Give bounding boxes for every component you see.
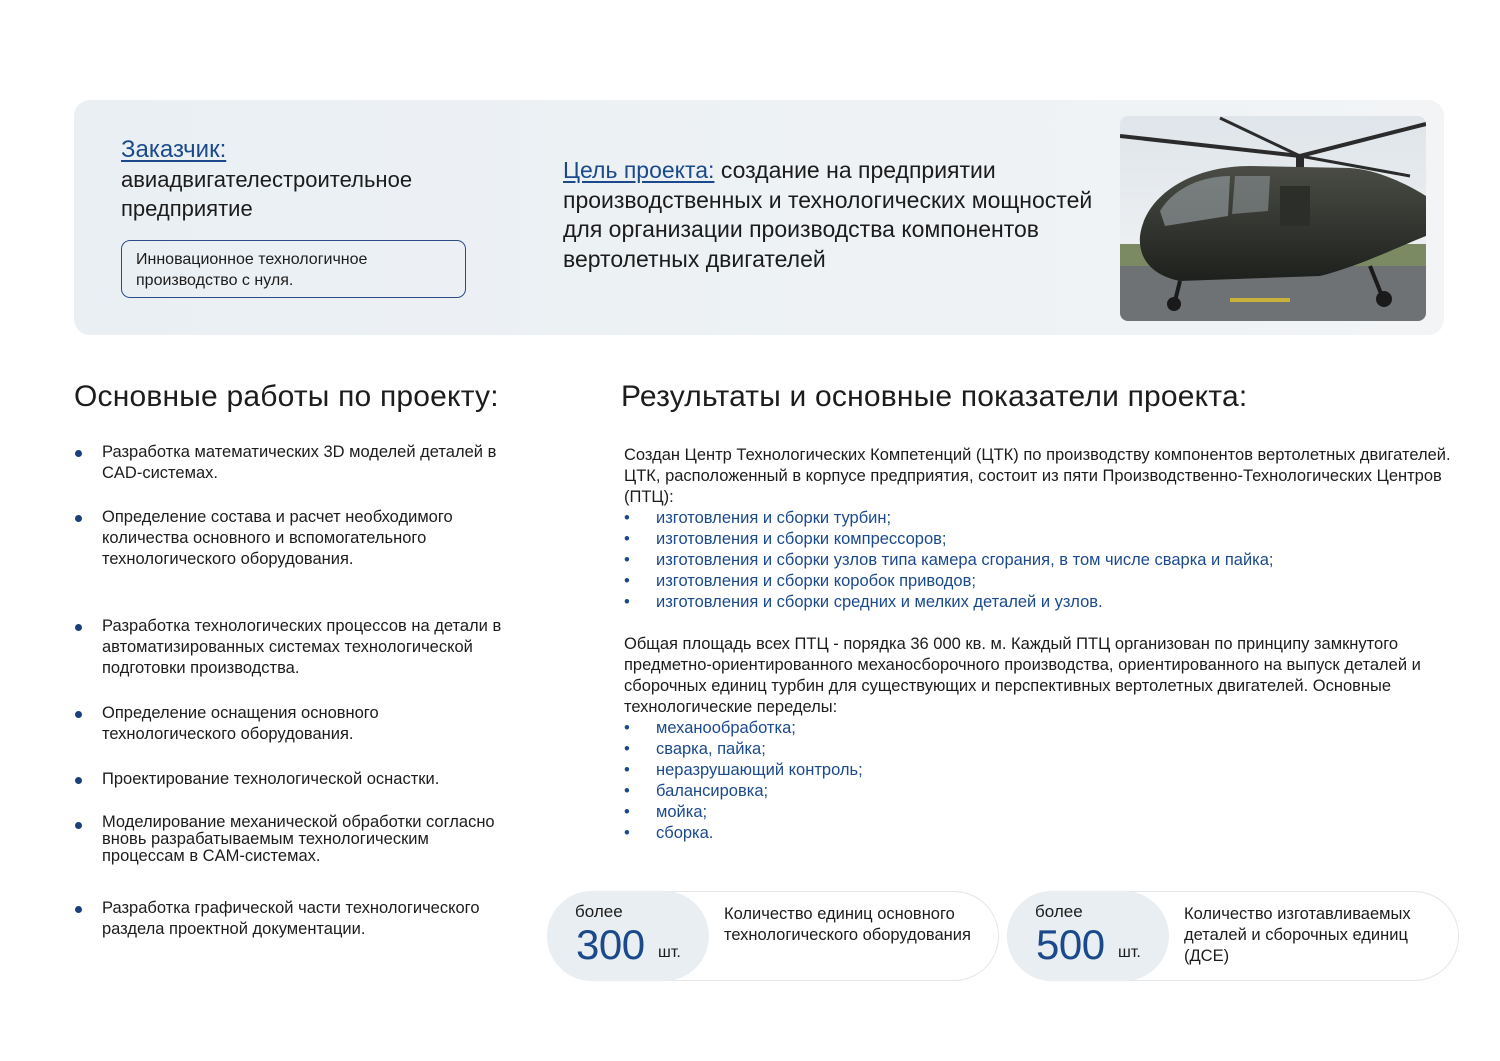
- bullet-icon: •: [624, 551, 630, 569]
- stage-item: [624, 823, 1464, 844]
- customer-value: авиадвигателестроительное предприятие: [121, 167, 413, 221]
- bullet-icon: [75, 624, 82, 631]
- goal-label: Цель проекта:: [563, 157, 715, 183]
- center-item: [624, 592, 1464, 613]
- stage-item-text: механообработка;: [656, 719, 796, 737]
- bullet-icon: •: [624, 509, 630, 527]
- bullet-icon: •: [624, 803, 630, 821]
- bullet-icon: [75, 906, 82, 913]
- stage-item-text: сварка, пайка;: [656, 740, 766, 758]
- results-title: Результаты и основные показатели проекта:: [621, 380, 1248, 413]
- works-item-text: Моделирование механической обработки согласно вновь разрабатываемым технологическим процессам в CAM-системах.: [102, 813, 495, 865]
- works-item-text: Определение состава и расчет необходимого количества основного и вспомогательного технологического оборудования.: [102, 508, 453, 568]
- bullet-icon: •: [624, 572, 630, 590]
- center-item: [624, 571, 1464, 592]
- works-item-text: Разработка графической части технологического раздела проектной документации.: [102, 899, 480, 938]
- stage-item-text: сборка.: [656, 824, 714, 842]
- center-item: [624, 529, 1464, 550]
- stat-description: Количество изготавливаемых деталей и сборочных единиц (ДСЕ): [1184, 905, 1411, 965]
- stage-item: [624, 760, 1464, 781]
- stat-parts: [1007, 891, 1459, 981]
- works-title: Основные работы по проекту:: [74, 380, 499, 413]
- center-item-text: изготовления и сборки узлов типа камера сгорания, в том числе сварка и пайка;: [656, 551, 1274, 569]
- stat-equipment: [547, 891, 999, 981]
- project-goal: [563, 156, 1103, 274]
- stat-number: 500: [1036, 921, 1105, 968]
- works-item: [74, 898, 504, 940]
- center-item: [624, 550, 1464, 571]
- stage-item-text: балансировка;: [656, 782, 769, 800]
- helicopter-image: [1120, 116, 1426, 321]
- stage-item: [624, 739, 1464, 760]
- results-intro: Создан Центр Технологических Компетенций (ЦТК) по производству компонентов вертолетных двигателей. ЦТК, расположенный в корпусе предприятия, состоит из пяти Производственно-Технологических Центров (ПТЦ):: [624, 446, 1451, 506]
- works-item-text: Проектирование технологической оснастки.: [102, 770, 440, 788]
- stage-item-text: неразрушающий контроль;: [656, 761, 863, 779]
- bullet-icon: [75, 450, 82, 457]
- works-item: [74, 769, 504, 790]
- spacer: [624, 613, 1464, 634]
- stat-prefix: более: [1035, 902, 1083, 921]
- works-item-text: Разработка математических 3D моделей деталей в CAD-системах.: [102, 443, 497, 482]
- works-item-text: Разработка технологических процессов на детали в автоматизированных системах технологической подготовки производства.: [102, 617, 502, 677]
- stat-description: Количество единиц основного технологического оборудования: [724, 905, 971, 944]
- results-body: [624, 445, 1464, 844]
- stat-number: 300: [576, 921, 645, 968]
- stages-list: [624, 718, 1464, 844]
- helicopter-photo: [1120, 116, 1426, 321]
- works-item: [74, 507, 504, 570]
- works-item: [74, 442, 504, 484]
- stage-item: [624, 781, 1464, 802]
- center-item-text: изготовления и сборки средних и мелких деталей и узлов.: [656, 593, 1103, 611]
- bullet-icon: [75, 777, 82, 784]
- center-item-text: изготовления и сборки компрессоров;: [656, 530, 947, 548]
- bullet-icon: •: [624, 782, 630, 800]
- bullet-icon: •: [624, 740, 630, 758]
- goal-text: создание на предприятии производственных и технологических мощностей для организации производства компонентов вертолетных двигателей: [563, 157, 1093, 272]
- bullet-icon: [75, 515, 82, 522]
- center-item: [624, 508, 1464, 529]
- works-item: [74, 703, 504, 745]
- stat-unit: шт.: [658, 944, 681, 961]
- works-item-text: Определение оснащения основного технологического оборудования.: [102, 704, 379, 743]
- stage-item: [624, 718, 1464, 739]
- stage-item: [624, 802, 1464, 823]
- bullet-icon: •: [624, 593, 630, 611]
- bullet-icon: [75, 711, 82, 718]
- customer-label: Заказчик:: [121, 136, 227, 163]
- works-item: [74, 814, 504, 865]
- bullet-icon: •: [624, 761, 630, 779]
- center-item-text: изготовления и сборки турбин;: [656, 509, 892, 527]
- center-item-text: изготовления и сборки коробок приводов;: [656, 572, 976, 590]
- area-text: Общая площадь всех ПТЦ - порядка 36 000 кв. м. Каждый ПТЦ организован по принципу замкнутого предметно-ориентированного механосборочного производства, ориентированного на выпуск деталей и сборочных единиц турбин для существующих и перспективных вертолетных двигателей. Основные технологические переделы:: [624, 635, 1421, 716]
- customer-block: [121, 135, 501, 223]
- centers-list: [624, 508, 1464, 613]
- innovation-tag: Инновационное технологичное производство с нуля.: [121, 240, 466, 298]
- bullet-icon: •: [624, 824, 630, 842]
- bullet-icon: •: [624, 530, 630, 548]
- bullet-icon: •: [624, 719, 630, 737]
- stat-unit: шт.: [1118, 944, 1141, 961]
- works-item: [74, 616, 504, 679]
- stage-item-text: мойка;: [656, 803, 708, 821]
- stat-prefix: более: [575, 902, 623, 921]
- bullet-icon: [75, 822, 82, 829]
